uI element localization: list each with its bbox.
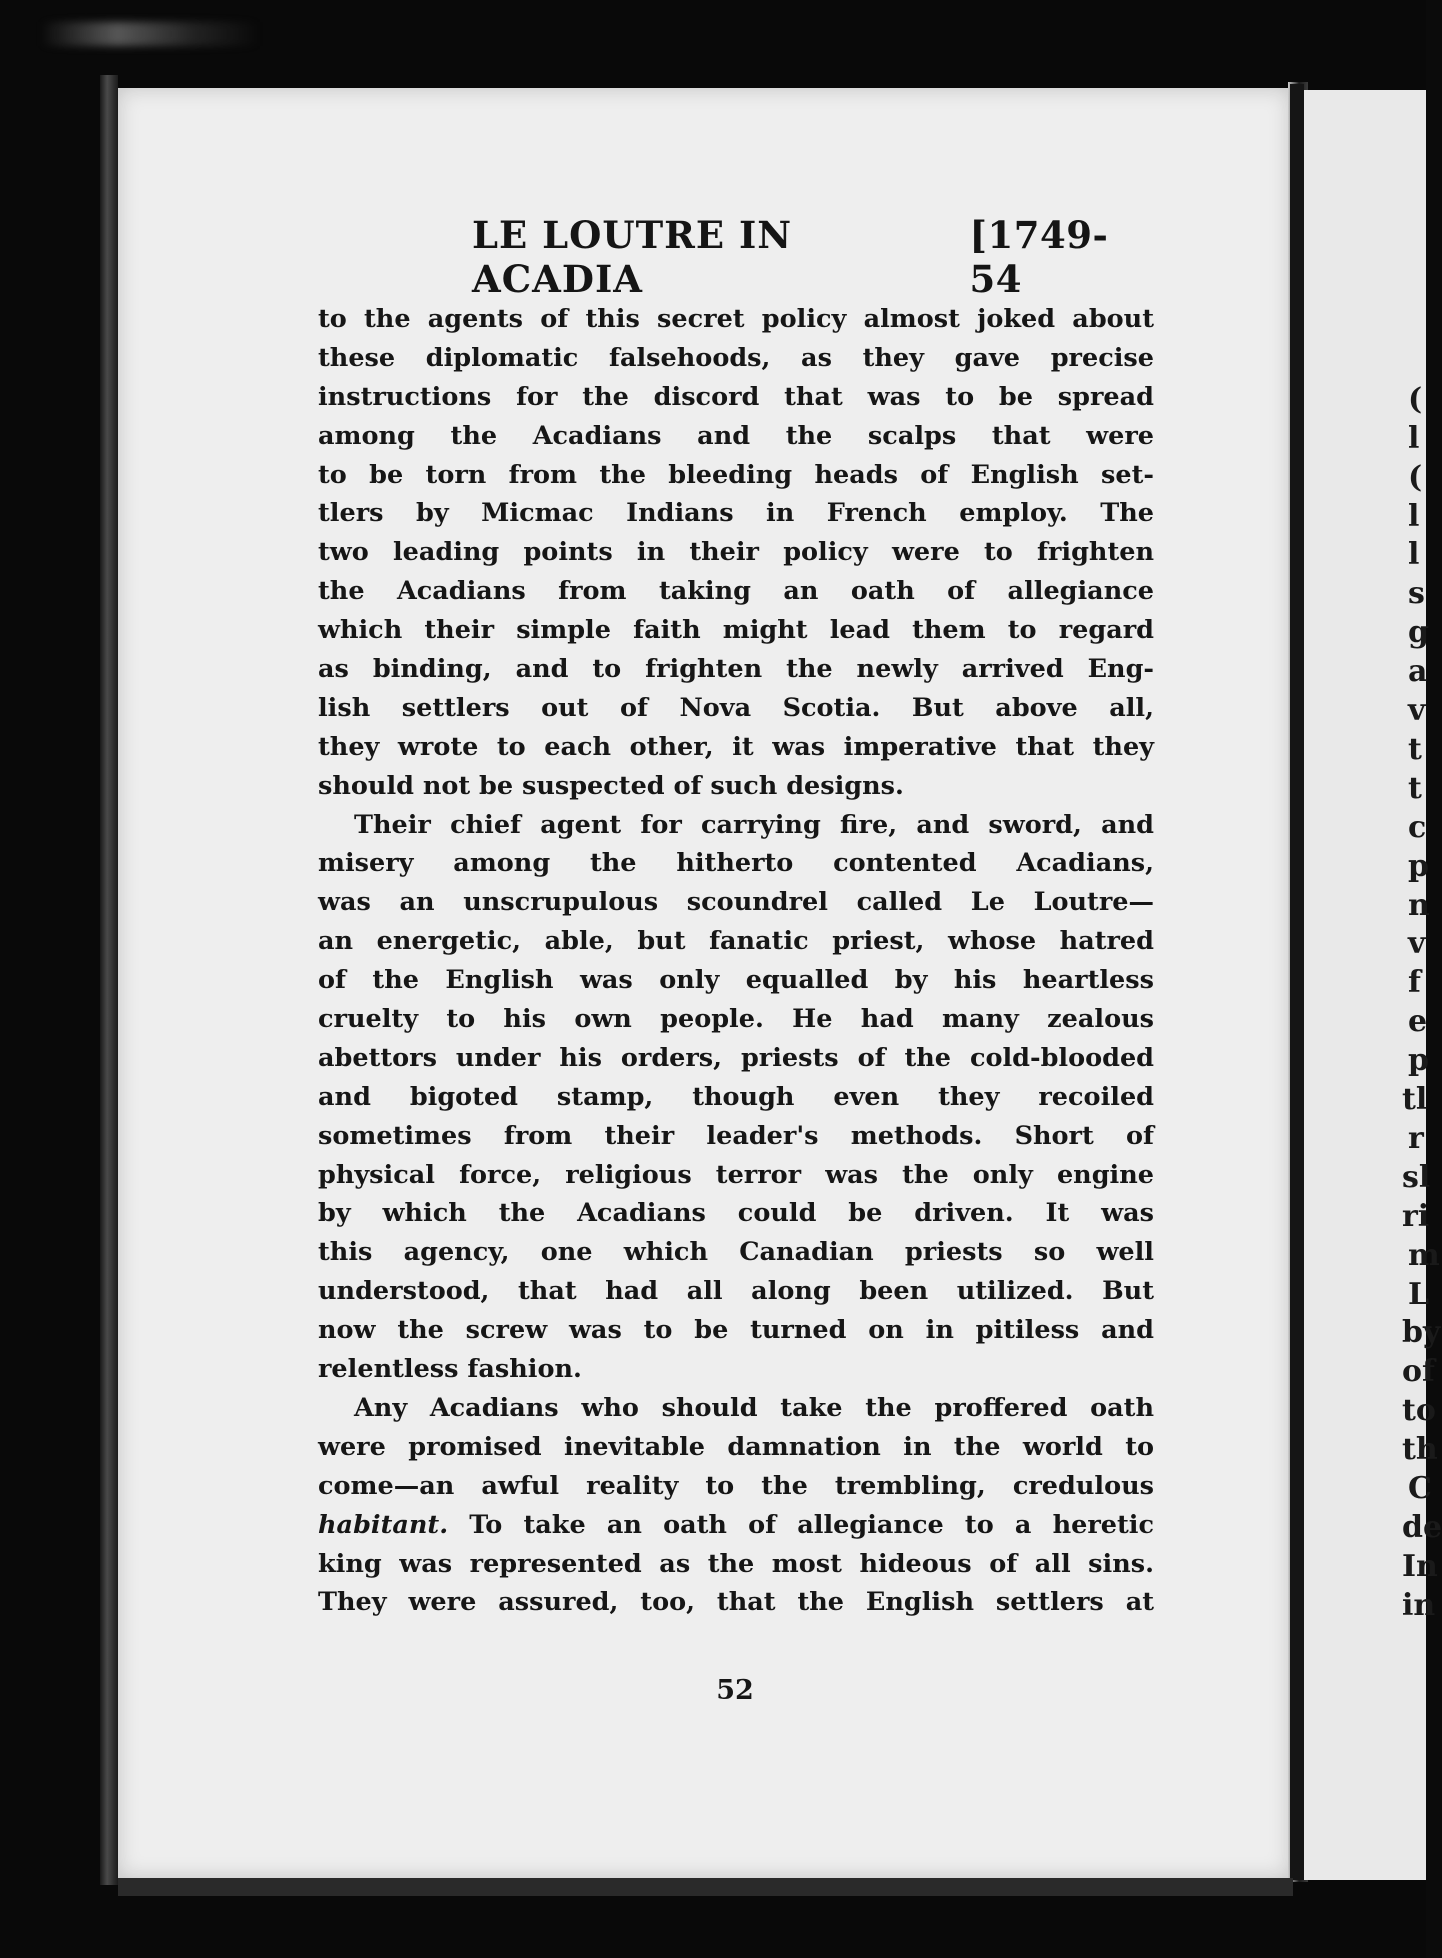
facing-page-fragment: p	[1408, 848, 1429, 884]
facing-page-fragment: r	[1408, 1120, 1424, 1156]
text-line: was an unscrupulous scoundrel called Le Loutre—	[318, 887, 1154, 918]
facing-page-fragment: tl	[1402, 1082, 1428, 1117]
facing-page-fragment: p	[1408, 1043, 1429, 1079]
text-line: tlers by Micmac Indians in French employ. The	[318, 498, 1154, 529]
text-line: by which the Acadians could be driven. It was	[318, 1198, 1154, 1229]
facing-page-fragment: by	[1402, 1315, 1441, 1351]
facing-page-fragment: v	[1408, 693, 1426, 728]
line-text: To take an oath of allegiance to a heretic	[448, 1509, 1154, 1540]
text-line: Their chief agent for carrying fire, and sword, and	[354, 809, 1154, 840]
facing-page-fragment: m	[1408, 1237, 1440, 1273]
text-line: understood, that had all along been utilized. But	[318, 1276, 1154, 1307]
facing-page-fragment: v	[1408, 926, 1426, 962]
facing-page-fragment: s	[1408, 576, 1425, 612]
facing-page-fragment: ri	[1402, 1198, 1430, 1234]
left-page-edge	[100, 75, 118, 1885]
text-line: and bigoted stamp, though even they recoiled	[318, 1081, 1154, 1112]
italic-word: habitant.	[318, 1509, 449, 1540]
text-line: an energetic, able, but fanatic priest, whose hatred	[318, 926, 1154, 957]
bottom-page-edge	[118, 1878, 1293, 1896]
facing-page-fragment: (	[1408, 459, 1423, 495]
facing-page-fragment: l	[1408, 498, 1420, 534]
facing-page-fragment: In	[1402, 1548, 1438, 1584]
running-head-date-range: [1749-54	[969, 213, 1109, 301]
facing-page-fragment: t	[1408, 731, 1422, 767]
facing-page-fragment: n	[1408, 887, 1430, 923]
scan-glare	[40, 22, 260, 46]
text-line: the Acadians from taking an oath of allegiance	[318, 576, 1154, 607]
text-line: to be torn from the bleeding heads of English set-	[318, 459, 1154, 490]
text-line: now the screw was to be turned on in pitiless and	[318, 1315, 1154, 1346]
facing-page-fragment: l	[1408, 537, 1420, 573]
text-line: were promised inevitable damnation in the world to	[318, 1431, 1154, 1462]
text-line: this agency, one which Canadian priests so well	[318, 1237, 1154, 1268]
facing-page-fragment: de	[1402, 1509, 1442, 1545]
facing-page-fragment: a	[1408, 654, 1428, 690]
text-line	[318, 1506, 1154, 1545]
text-line: they wrote to each other, it was imperative that they	[318, 731, 1154, 762]
text-line: They were assured, too, that the English settlers at	[318, 1587, 1154, 1618]
facing-page-fragment: (	[1408, 381, 1423, 417]
facing-page-fragment: sl	[1402, 1159, 1431, 1195]
text-line: sometimes from their leader's methods. Short of	[318, 1120, 1154, 1151]
facing-page-fragment: of	[1402, 1354, 1435, 1390]
text-line: these diplomatic falsehoods, as they gave precise	[318, 342, 1154, 373]
text-line: relentless fashion.	[318, 1354, 582, 1385]
facing-page-fragment: th	[1402, 1432, 1438, 1468]
page-number: 52	[716, 1675, 754, 1706]
facing-page-fragment: f	[1408, 965, 1421, 1001]
running-head-title: LE LOUTRE IN ACADIA	[472, 213, 793, 301]
text-line: should not be suspected of such designs.	[318, 770, 904, 801]
facing-page-fragment: L	[1408, 1276, 1430, 1312]
facing-page-fragment: t	[1408, 770, 1422, 806]
book-gutter	[1290, 84, 1304, 1880]
facing-page-fragment: in	[1402, 1587, 1436, 1623]
facing-page-fragment: l	[1408, 420, 1420, 456]
facing-page-fragment: g	[1408, 615, 1429, 651]
running-head	[318, 213, 1158, 301]
text-line: instructions for the discord that was to be spread	[318, 381, 1154, 412]
text-line: Any Acadians who should take the proffered oath	[354, 1392, 1154, 1423]
text-line: cruelty to his own people. He had many zealous	[318, 1004, 1154, 1035]
text-line: lish settlers out of Nova Scotia. But above all,	[318, 692, 1154, 723]
facing-page-fragment: C	[1408, 1471, 1432, 1506]
text-line: come—an awful reality to the trembling, credulous	[318, 1470, 1154, 1501]
text-line: as binding, and to frighten the newly arrived Eng-	[318, 654, 1154, 685]
text-line: king was represented as the most hideous of all sins.	[318, 1548, 1154, 1579]
text-line: misery among the hitherto contented Acadians,	[318, 848, 1154, 879]
text-line: of the English was only equalled by his heartless	[318, 965, 1154, 996]
text-line: which their simple faith might lead them to regard	[318, 615, 1154, 646]
facing-page-fragment: to	[1402, 1393, 1436, 1429]
text-line: abettors under his orders, priests of the cold-blooded	[318, 1042, 1154, 1073]
text-line: physical force, religious terror was the only engine	[318, 1159, 1154, 1190]
text-line: two leading points in their policy were to frighten	[318, 537, 1154, 568]
body-text	[318, 300, 1154, 1622]
text-line: among the Acadians and the scalps that were	[318, 420, 1154, 451]
facing-page-fragment: e	[1408, 1004, 1428, 1040]
facing-page-fragment: c	[1408, 809, 1427, 845]
text-line: to the agents of this secret policy almost joked about	[318, 304, 1154, 334]
facing-page	[1304, 90, 1442, 1880]
